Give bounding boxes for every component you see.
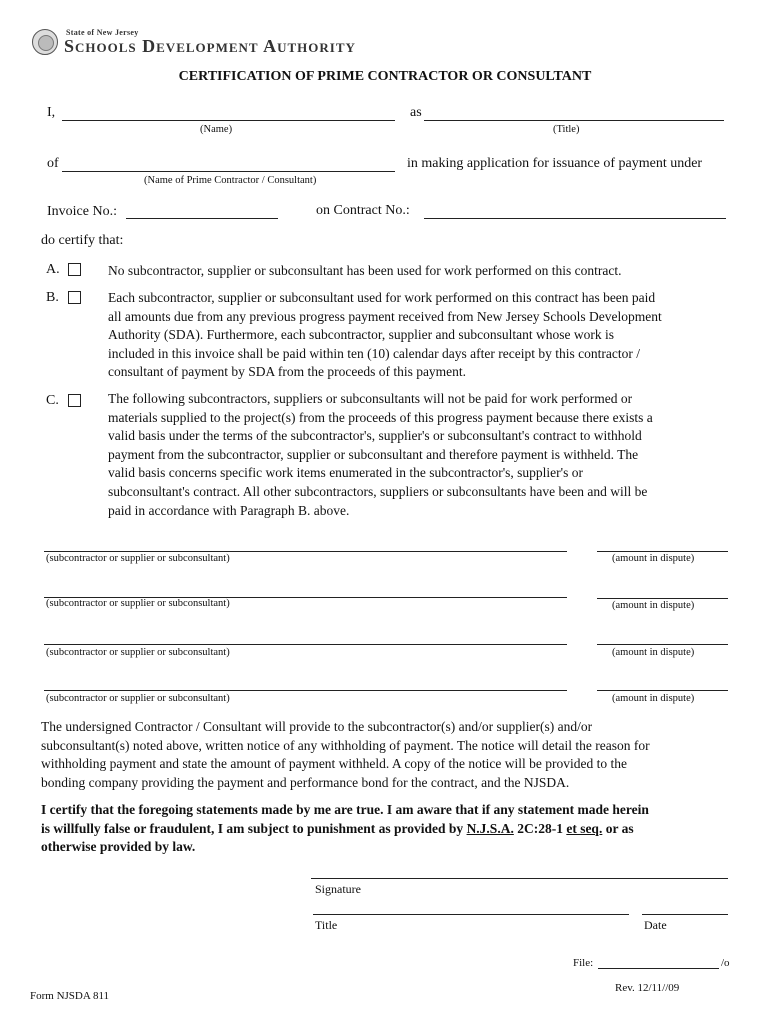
name-field[interactable] bbox=[62, 120, 395, 121]
title-field[interactable] bbox=[424, 120, 724, 121]
njsa-citation: N.J.S.A. bbox=[466, 820, 514, 836]
certification-line: I certify that the foregoing statements made by me are true. I am aware that if any statement made herein bbox=[41, 802, 649, 817]
signature-field[interactable] bbox=[311, 878, 728, 879]
certify-text: do certify that: bbox=[41, 233, 124, 248]
logo-state-text: State of New Jersey bbox=[66, 28, 139, 37]
option-c-line: materials supplied to the project(s) from the proceeds of this progress payment because there exists a bbox=[108, 409, 653, 425]
option-b-line: Authority (SDA). Furthermore, each subcontractor, supplier and subconsultant whose work is bbox=[108, 327, 614, 343]
title-label: Title bbox=[315, 918, 338, 932]
option-b-text bbox=[108, 289, 662, 382]
notice-paragraph bbox=[41, 718, 650, 792]
title-signature-field[interactable] bbox=[313, 914, 629, 915]
subcontractor-field-3[interactable] bbox=[44, 644, 567, 645]
subcontractor-field-4[interactable] bbox=[44, 690, 567, 691]
option-c-line: subconsultant's contract. All other subcontractors, suppliers or subconsultants have been and will be bbox=[108, 483, 648, 499]
amount-caption: (amount in dispute) bbox=[612, 647, 695, 658]
contract-number-field[interactable] bbox=[424, 218, 726, 219]
option-b-letter: B. bbox=[46, 290, 59, 305]
as-label: as bbox=[410, 105, 422, 120]
contract-label: on Contract No.: bbox=[316, 203, 410, 218]
option-c-line: The following subcontractors, suppliers or subconsultants will not be paid for work performed or bbox=[108, 391, 633, 406]
invoice-label: Invoice No.: bbox=[47, 204, 117, 219]
option-a-checkbox[interactable] bbox=[68, 263, 81, 276]
date-field[interactable] bbox=[642, 914, 728, 915]
option-b-line: included in this invoice shall be paid within ten (10) calendar days after receipt by this contractor / bbox=[108, 345, 640, 361]
option-b-line: all amounts due from any previous progress payment received from New Jersey Schools Development bbox=[108, 308, 662, 324]
option-c-letter: C. bbox=[46, 393, 59, 408]
option-b-line: Each subcontractor, supplier or subconsultant used for work performed on this contract has been paid bbox=[108, 290, 656, 305]
option-b-line: consultant of payment by SDA from the proceeds of this payment. bbox=[108, 364, 467, 380]
title-caption: (Title) bbox=[553, 124, 580, 135]
notice-line: The undersigned Contractor / Consultant will provide to the subcontractor(s) and/or supplier(s) and/or bbox=[41, 719, 593, 734]
form-number: Form NJSDA 811 bbox=[30, 990, 110, 1002]
date-label: Date bbox=[644, 918, 667, 932]
name-caption: (Name) bbox=[200, 124, 233, 135]
option-c-line: paid in accordance with Paragraph B. above. bbox=[108, 502, 350, 518]
subcontractor-caption: (subcontractor or supplier or subconsultant) bbox=[46, 647, 230, 658]
state-seal-logo bbox=[32, 29, 58, 55]
option-c-line: valid basis under the terms of the subcontractor's, supplier's or subconsultant's contract to withhold bbox=[108, 428, 642, 444]
amount-field-3[interactable] bbox=[597, 644, 728, 645]
subcontractor-caption: (subcontractor or supplier or subconsultant) bbox=[46, 553, 230, 564]
option-c-line: payment from the subcontractor, supplier or subconsultant and therefore payment is withheld. The bbox=[108, 446, 639, 462]
certification-text: 2C:28-1 bbox=[513, 820, 567, 836]
amount-field-2[interactable] bbox=[597, 598, 728, 599]
contractor-name-field[interactable] bbox=[62, 171, 395, 172]
subcontractor-caption: (subcontractor or supplier or subconsultant) bbox=[46, 598, 230, 609]
certification-text: or as bbox=[602, 820, 634, 836]
logo-agency-text: Schools Development Authority bbox=[64, 36, 356, 56]
of-label: of bbox=[47, 156, 59, 171]
contractor-caption: (Name of Prime Contractor / Consultant) bbox=[144, 175, 317, 186]
option-c-text bbox=[108, 390, 653, 520]
subcontractor-caption: (subcontractor or supplier or subconsultant) bbox=[46, 693, 230, 704]
option-c-line: valid basis concerns specific work items enumerated in the subcontractor's, supplier's or bbox=[108, 465, 583, 481]
page-title: CERTIFICATION OF PRIME CONTRACTOR OR CONSULTANT bbox=[178, 69, 592, 84]
notice-line: subconsultant(s) noted above, written notice of any withholding of payment. The notice will detail the reason for bbox=[41, 737, 650, 753]
file-field[interactable] bbox=[598, 968, 719, 969]
notice-line: bonding company providing the payment and performance bond for the contract, and the NJSDA. bbox=[41, 774, 570, 790]
option-a-line: No subcontractor, supplier or subconsultant has been used for work performed on this contract. bbox=[108, 263, 622, 278]
certification-line: otherwise provided by law. bbox=[41, 839, 196, 855]
revision-date: Rev. 12/11//09 bbox=[615, 982, 680, 994]
notice-line: withholding payment and state the amount of payment withheld. A copy of the notice will be provided to the bbox=[41, 756, 628, 772]
signature-label: Signature bbox=[315, 882, 361, 896]
i-label: I, bbox=[47, 105, 56, 120]
certification-line bbox=[41, 820, 649, 839]
subcontractor-field-1[interactable] bbox=[44, 551, 567, 552]
amount-caption: (amount in dispute) bbox=[612, 693, 695, 704]
certification-text: is willfully false or fraudulent, I am subject to punishment as provided by bbox=[41, 820, 467, 836]
certification-statement bbox=[41, 801, 649, 857]
option-a-text bbox=[108, 262, 621, 281]
option-a-letter: A. bbox=[46, 262, 60, 277]
amount-field-4[interactable] bbox=[597, 690, 728, 691]
amount-field-1[interactable] bbox=[597, 551, 728, 552]
amount-caption: (amount in dispute) bbox=[612, 600, 695, 611]
invoice-number-field[interactable] bbox=[126, 218, 278, 219]
making-application-text: in making application for issuance of payment under bbox=[407, 156, 703, 171]
et-seq-citation: et seq. bbox=[566, 820, 603, 836]
amount-caption: (amount in dispute) bbox=[612, 553, 695, 564]
file-suffix: /o bbox=[721, 957, 730, 969]
option-b-checkbox[interactable] bbox=[68, 291, 81, 304]
file-label: File: bbox=[573, 957, 594, 969]
option-c-checkbox[interactable] bbox=[68, 394, 81, 407]
